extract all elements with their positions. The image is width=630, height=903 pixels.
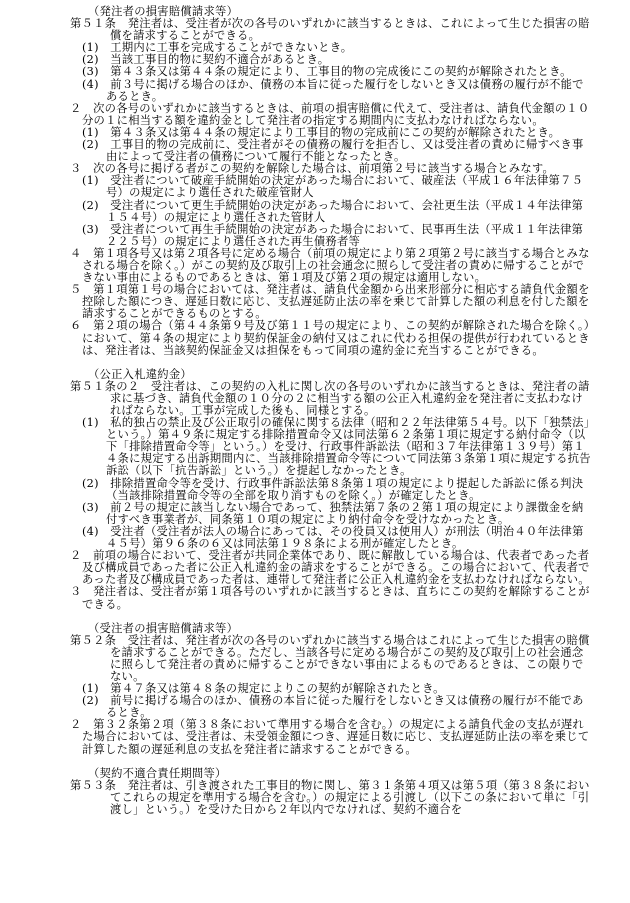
paragraph: ３ 次の各号に掲げる者がこの契約を解除した場合は、前項第２号に該当する場合とみなす。 [70,162,555,176]
article-heading: （公正入札違約金） [88,367,192,381]
article-section [70,369,592,611]
paragraph: ３ 発注者は、受注者が第１項各号のいずれかに該当するときは、直ちにこの契約を解除することができる。 [70,585,590,611]
list-item: (2) 受注者について更生手続開始の決定があった場合において、会社更生法（平成１４年法律第１５４号）の規定により選任された管財人 [82,198,584,224]
list-item: (4) 前３号に掲げる場合のほか、債務の本旨に従った履行をしないとき又は債務の履行が不能であるとき。 [82,77,584,103]
paragraph: ６ 第２項の場合（第４４条第９号及び第１１号の規定により、この契約が解除された場合を除く。）において、第４条の規定により契約保証金の納付又はこれに代わる担保の提供が行われているときは、発注者は、当該契約保証金又は担保をもって同項の違約金に充当することができる。 [70,319,590,357]
list-item: (1) 第４３条又は第４４条の規定により工事目的物の完成前にこの契約が解除されたとき。 [82,125,561,139]
article-text: 第５３条 発注者は、引き渡された工事目的物に関し、第３１条第４項又は第５項（第３８条においてこれらの規定を準用する場合を含む。）の規定による引渡し（以下この条において単に「引渡し」という。）を受けた日から２年以内でなければ、契約不適合を [70,778,590,816]
list-item: (4) 受注者（受注者が法人の場合にあっては、その役員又は使用人）が刑法（明治４０年法律第４５号）第９６条の６又は同法第１９８条による刑が確定したとき。 [82,524,584,551]
paragraph: ２ 第３２条第２項（第３８条において準用する場合を含む。）の規定による請負代金の支払が遅れた場合においては、受注者は、未受領金額につき、遅延日数に応じ、支払遅延防止法の率を乗じて計算した額の遅延利息の支払を発注者に請求することができる。 [70,718,590,756]
article-heading: （契約不適合責任期間等） [88,766,227,780]
article-text: 第５１条の２ 受注者は、この契約の入札に関し次の各号のいずれかに該当するときは、発注者の請求に基づき、請負代金額の１０分の２に相当する額の公正入札違約金を発注者に支払わなければならない。工事が完成した後も、同様とする。 [70,379,590,417]
article-text: 第５１条 発注者は、受注者が次の各号のいずれかに該当するときは、これによって生じた損害の賠償を請求することができる。 [70,17,590,43]
list-item: (2) 工事目的物の完成前に、受注者がその債務の履行を拒否し、又は受注者の責めに帰すべき事由によって受注者の債務について履行不能となったとき。 [82,138,584,164]
article-section [70,768,592,816]
article-text: 第５２条 受注者は、発注者が次の各号のいずれかに該当する場合はこれによって生じた損害の賠償を請求することができる。ただし、当該各号に定める場合がこの契約及び取引上の社会通念に照らして発注者の責めに帰することができない事由によるものであるときは、この限りでない。 [70,633,590,683]
list-item: (2) 前号に掲げる場合のほか、債務の本旨に従った履行をしないとき又は債務の履行が不能であるとき。 [82,694,584,720]
article-heading: （発注者の損害賠償請求等） [88,5,239,18]
paragraph: ２ 前項の場合において、受注者が共同企業体であり、既に解散している場合は、代表者であった者及び構成員であった者に公正入札違約金の請求をすることができる。この場合において、代表者であった者及び構成員であった者は、連帯して発注者に公正入札違約金を支払わなければならない。 [70,549,590,587]
list-item: (1) 第４７条又は第４８条の規定によりこの契約が解除されたとき。 [82,682,445,696]
article-section [70,623,592,756]
list-item: (3) 第４３条又は第４４条の規定により、工事目的物の完成後にこの契約が解除されたとき。 [82,65,572,79]
paragraph: ５ 第１項第１号の場合においては、発注者は、請負代金額から出来形部分に相応する請負代金額を控除した額につき、遅延日数に応じ、支払遅延防止法の率を乗じて計算した額の利息を付した額を請求することができるものとする。 [70,283,590,321]
list-item: (3) 受注者について再生手続開始の決定があった場合において、民事再生法（平成１１年法律第２２５号）の規定により選任された再生債務者等 [82,222,584,248]
article-section [70,6,592,357]
list-item: (1) 受注者について破産手続開始の決定があった場合において、破産法（平成１６年法律第７５号）の規定により選任された破産管財人 [82,174,584,200]
list-item: (2) 当該工事目的物に契約不適合があるとき。 [82,53,330,67]
paragraph: ４ 第１項各号又は第２項各号に定める場合（前項の規定により第２項第２号に該当する場合とみなされる場合を除く。）がこの契約及び取引上の社会通念に照らして受注者の責めに帰することができない事由によるものであるときは、第１項及び第２項の規定は適用しない。 [70,246,590,285]
list-item: (2) 排除措置命令等を受け、行政事件訴訟法第８条第１項の規定により提起した訴訟に係る判決（当該排除措置命令等の全部を取り消すものを除く。）が確定したとき。 [82,476,584,502]
list-item: (3) 前２号の規定に該当しない場合であって、独禁法第７条の２第１項の規定により課徴金を納付すべき事業者が、同条第１０項の規定により納付命令を受けなかったとき。 [82,500,584,526]
article-heading: （受注者の損害賠償請求等） [88,621,239,635]
paragraph: ２ 次の各号のいずれかに該当するときは、前項の損害賠償に代えて、受注者は、請負代金額の１０分の１に相当する額を違約金として発注者の指定する期間内に支払わなければならない。 [70,101,590,127]
list-item: (1) 工期内に工事を完成することができないとき。 [82,41,353,55]
list-item: (1) 私的独占の禁止及び公正取引の確保に関する法律（昭和２２年法律第５４号。以下「独禁法」という。）第４９条に規定する排除措置命令又は同法第６２条第１項に規定する納付命令（以下「排除措置命令等」という。）を受け、行政事件訴訟法（昭和３７年法律第１３９号）第１４条に規定する出訴期間内に、当該排除措置命令等について同法第３条第１項に規定する抗告訴訟（以下「抗告訴訟」という。）を提起しなかったとき。 [82,416,591,478]
